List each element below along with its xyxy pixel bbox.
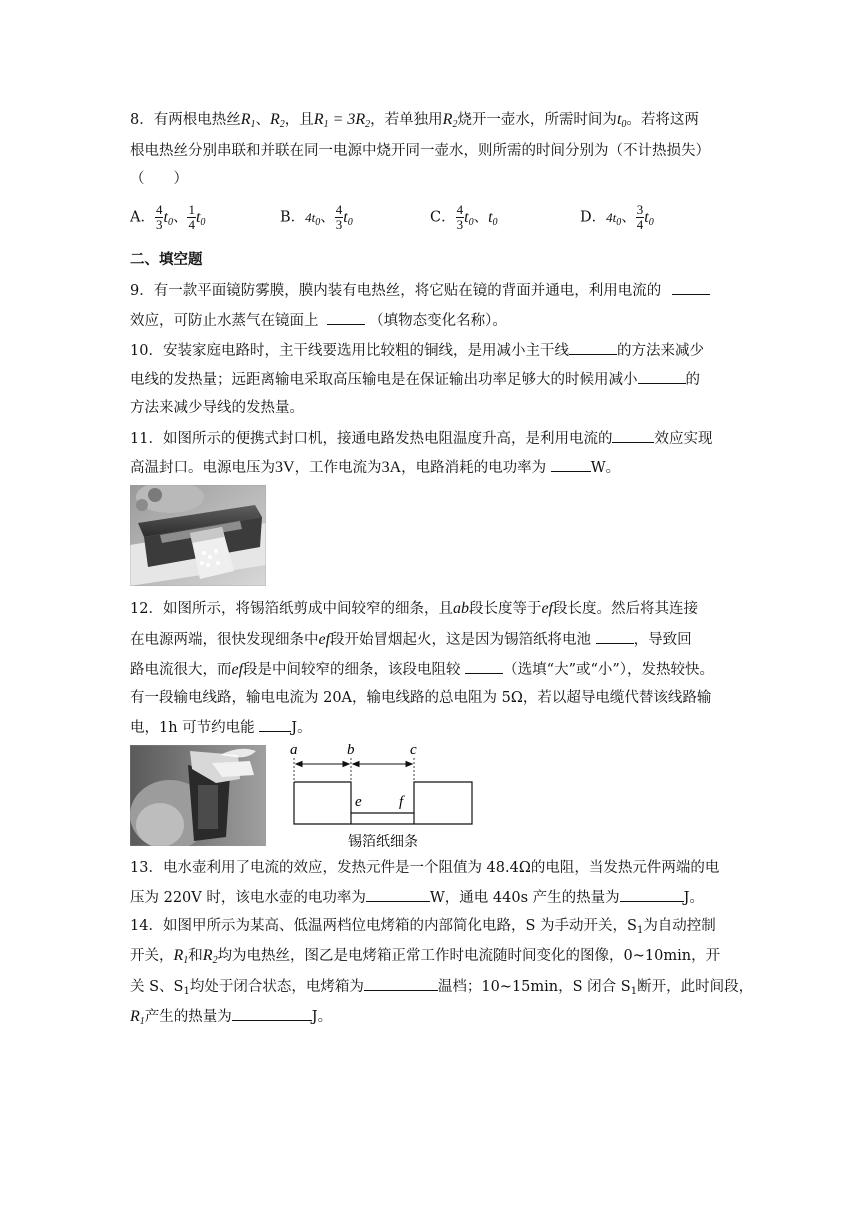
q8-text: ，若单独用	[370, 112, 443, 128]
symbol-r1: $R_1$	[240, 111, 256, 130]
q9-text: 9．有一款平面镜防雾膜，膜内装有电热丝，将它贴在镜的背面并通电，利用电流的	[130, 283, 662, 299]
q11-text: 效应实现	[654, 431, 713, 447]
q13-text: W，通电 440s 产生的热量为	[429, 890, 620, 906]
symbol-t0: $t_0$	[488, 208, 498, 228]
sealer-photo	[130, 485, 266, 586]
subscript: 1	[636, 925, 644, 936]
numerator: 4	[456, 202, 464, 217]
fraction	[335, 203, 344, 232]
q14-text: 开关，	[130, 948, 174, 964]
foil-photo	[130, 745, 266, 846]
q14-text: 均处于闭合状态，电烤箱为	[189, 979, 364, 995]
q13-line2	[130, 887, 704, 908]
q12-line5	[130, 717, 312, 738]
segment-ef: ef	[318, 631, 331, 648]
diagram-caption: 锡箔纸细条	[348, 834, 418, 850]
option-sep: 、	[320, 209, 335, 226]
option-label: B．	[280, 209, 306, 226]
q8-text: 烧开一壶水，所需时间为	[457, 112, 617, 128]
q13-text: 压为 220V 时，该电水壶的电功率为	[130, 890, 366, 906]
answer-blank[interactable]	[259, 717, 291, 732]
q8-option-c[interactable]	[430, 203, 498, 233]
answer-blank[interactable]	[465, 659, 503, 674]
answer-blank[interactable]	[638, 369, 686, 384]
equation-r1-3r2: $R_1 = 3R_2$	[313, 111, 371, 130]
q9-line1	[130, 280, 710, 301]
answer-blank[interactable]	[327, 310, 365, 325]
symbol-r2: $R_2$	[270, 111, 285, 130]
symbol-4t0: $4t_0$	[305, 209, 321, 228]
symbol-t0: $t_0$	[343, 208, 353, 228]
answer-blank[interactable]	[364, 976, 438, 991]
q9-text: （填物态变化名称）。	[369, 313, 507, 329]
symbol-4t0: $4t_0$	[606, 209, 622, 228]
q14-text: 均为电热丝，图乙是电烤箱正常工作时电流随时间变化的图像，0~10min，开	[217, 948, 721, 964]
denominator: 4	[636, 217, 644, 232]
numerator: 4	[335, 202, 343, 217]
option-sep: 、	[172, 209, 188, 226]
option-label: D．	[580, 209, 607, 226]
q10-text: 电线的发热量；远距离输电采取高压输电是在保证输出功率足够大的时候用减小	[130, 372, 638, 388]
section-title: 二、填空题	[130, 251, 203, 268]
q8-option-b[interactable]	[280, 203, 353, 233]
foil-photo-image	[130, 745, 266, 846]
q11-text: W。	[590, 460, 621, 476]
foil-strip-svg	[285, 740, 480, 852]
fraction	[456, 203, 465, 232]
label-c: c	[410, 742, 417, 758]
q11-text: ，工作电流为	[294, 460, 382, 476]
q12-line3	[130, 659, 714, 680]
q10-text: 的	[685, 372, 700, 388]
q12-text: 段长度等于	[468, 601, 542, 617]
q8-line3: （ ）	[130, 171, 188, 187]
q8-line2: 根电热丝分别串联和并联在同一电源中烧开同一壶水，则所需的时间分别为（不计热损失）	[130, 143, 710, 159]
q12-text: （选填“大”或“小”），发热较快。	[503, 662, 715, 678]
option-sep: 、	[473, 209, 489, 226]
fraction	[187, 203, 196, 232]
symbol-t0: $t_0$	[616, 111, 627, 130]
answer-blank[interactable]	[569, 340, 617, 355]
numerator: 3	[636, 202, 644, 217]
q14-text: J。	[311, 1009, 333, 1025]
q12-text: 段长度。然后将其连接	[553, 601, 698, 617]
answer-blank[interactable]	[612, 428, 654, 443]
answer-blank[interactable]	[366, 887, 430, 902]
q14-text: 温档；10~15min，S 闭合 S	[437, 979, 631, 995]
answer-blank[interactable]	[232, 1006, 312, 1021]
denominator: 3	[155, 217, 163, 232]
answer-blank[interactable]	[551, 457, 591, 472]
fraction	[636, 203, 645, 232]
q9-line2	[130, 310, 507, 331]
denominator: 3	[456, 217, 464, 232]
q8-sep: 、	[255, 112, 271, 128]
current-value: 3A	[381, 459, 402, 476]
q14-line4	[130, 1006, 332, 1032]
option-label: C．	[430, 209, 456, 226]
q14-line2	[130, 946, 720, 971]
q14-text: 产生的热量为	[144, 1009, 232, 1025]
segment-ab: ab	[452, 600, 469, 617]
q8-text: ，且	[284, 112, 314, 128]
q8-option-a[interactable]	[130, 203, 205, 233]
q8-text: 8．有两根电热丝	[130, 112, 241, 128]
label-a: a	[290, 742, 298, 758]
symbol-r2: $R_2$	[202, 947, 218, 966]
segment-ef: ef	[541, 600, 553, 617]
q8-line1	[130, 110, 699, 135]
option-sep: 、	[621, 209, 636, 226]
q12-line2	[130, 629, 692, 650]
q12-text: 段是中间较窄的细条，该段电阻较	[243, 662, 461, 678]
voltage-value: 3V	[275, 459, 295, 476]
symbol-r1: $R_1$	[173, 947, 189, 966]
q14-text: 为自动控制	[643, 918, 716, 934]
q14-text: 和	[188, 948, 203, 964]
q10-line2	[130, 369, 700, 390]
denominator: 4	[188, 217, 195, 232]
sealer-photo-image	[130, 485, 266, 586]
q11-text: 高温封口。电源电压为	[130, 460, 275, 476]
q10-line1	[130, 340, 704, 361]
q14-text: 关 S、S	[130, 979, 184, 995]
symbol-r2: $R_2$	[442, 111, 458, 130]
answer-blank[interactable]	[672, 280, 710, 295]
q14-line3	[130, 976, 753, 1002]
q12-text: 段开始冒烟起火，这是因为锡箔纸将电池	[330, 632, 592, 648]
symbol-t0: $t_0$	[464, 208, 474, 228]
segment-ef: ef	[231, 661, 244, 678]
q8-option-d[interactable]	[580, 203, 654, 233]
q10-text: 的方法来减少	[616, 343, 704, 359]
q11-line2	[130, 457, 620, 478]
q11-text: 11．如图所示的便携式封口机，接通电路发热电阻温度升高，是利用电流的	[130, 431, 613, 447]
answer-blank[interactable]	[596, 629, 634, 644]
q8-text: 。若将这两	[626, 112, 699, 128]
symbol-r1: $R_1$	[130, 1008, 145, 1027]
q13-text: J。	[683, 890, 704, 906]
q12-text: 12．如图所示，将锡箔纸剪成中间较窄的细条，且	[130, 601, 453, 617]
q12-line4: 有一段输电线路，输电电流为 20A，输电线路的总电阻为 5Ω，若以超导电缆代替该线路输	[130, 690, 712, 706]
symbol-t0: $t_0$	[163, 208, 173, 228]
label-f: f	[399, 794, 404, 810]
symbol-t0: $t_0$	[644, 208, 654, 228]
q13-line1: 13．电水壶利用了电流的效应，发热元件是一个阻值为 48.4Ω的电阻，当发热元件两端的电	[130, 860, 720, 876]
q12-text: J。	[291, 720, 312, 736]
q12-text: 在电源两端，很快发现细条中	[130, 632, 319, 648]
q10-line3: 方法来减少导线的发热量。	[130, 400, 304, 416]
q12-line1	[130, 599, 698, 619]
q10-text: 10．安装家庭电路时，主干线要选用比较粗的铜线，是用减小主干线	[130, 343, 569, 359]
q14-line1	[130, 916, 716, 941]
foil-strip-diagram	[285, 740, 480, 852]
subscript: 1	[183, 986, 190, 997]
q12-text: ，导致回	[633, 632, 692, 648]
denominator: 3	[335, 217, 343, 232]
q11-line1	[130, 428, 712, 449]
q14-text: 14．如图甲所示为某高、低温两档位电烤箱的内部简化电路，S 为手动开关，S	[130, 918, 637, 934]
q14-text: 断开，此时间段，	[637, 979, 754, 995]
label-e: e	[355, 794, 362, 810]
option-label: A．	[130, 209, 155, 226]
q9-text: 效应，可防止水蒸气在镜面上	[130, 313, 319, 329]
numerator: 4	[155, 202, 163, 217]
label-b: b	[347, 742, 355, 758]
q11-text: ，电路消耗的电功率为	[401, 460, 547, 476]
answer-blank[interactable]	[620, 887, 684, 902]
subscript: 1	[630, 986, 638, 997]
numerator: 1	[188, 202, 195, 217]
q12-text: 路电流很大，而	[130, 662, 232, 678]
symbol-t0: $t_0$	[195, 208, 206, 228]
q12-text: 电，1h 可节约电能	[130, 720, 255, 736]
